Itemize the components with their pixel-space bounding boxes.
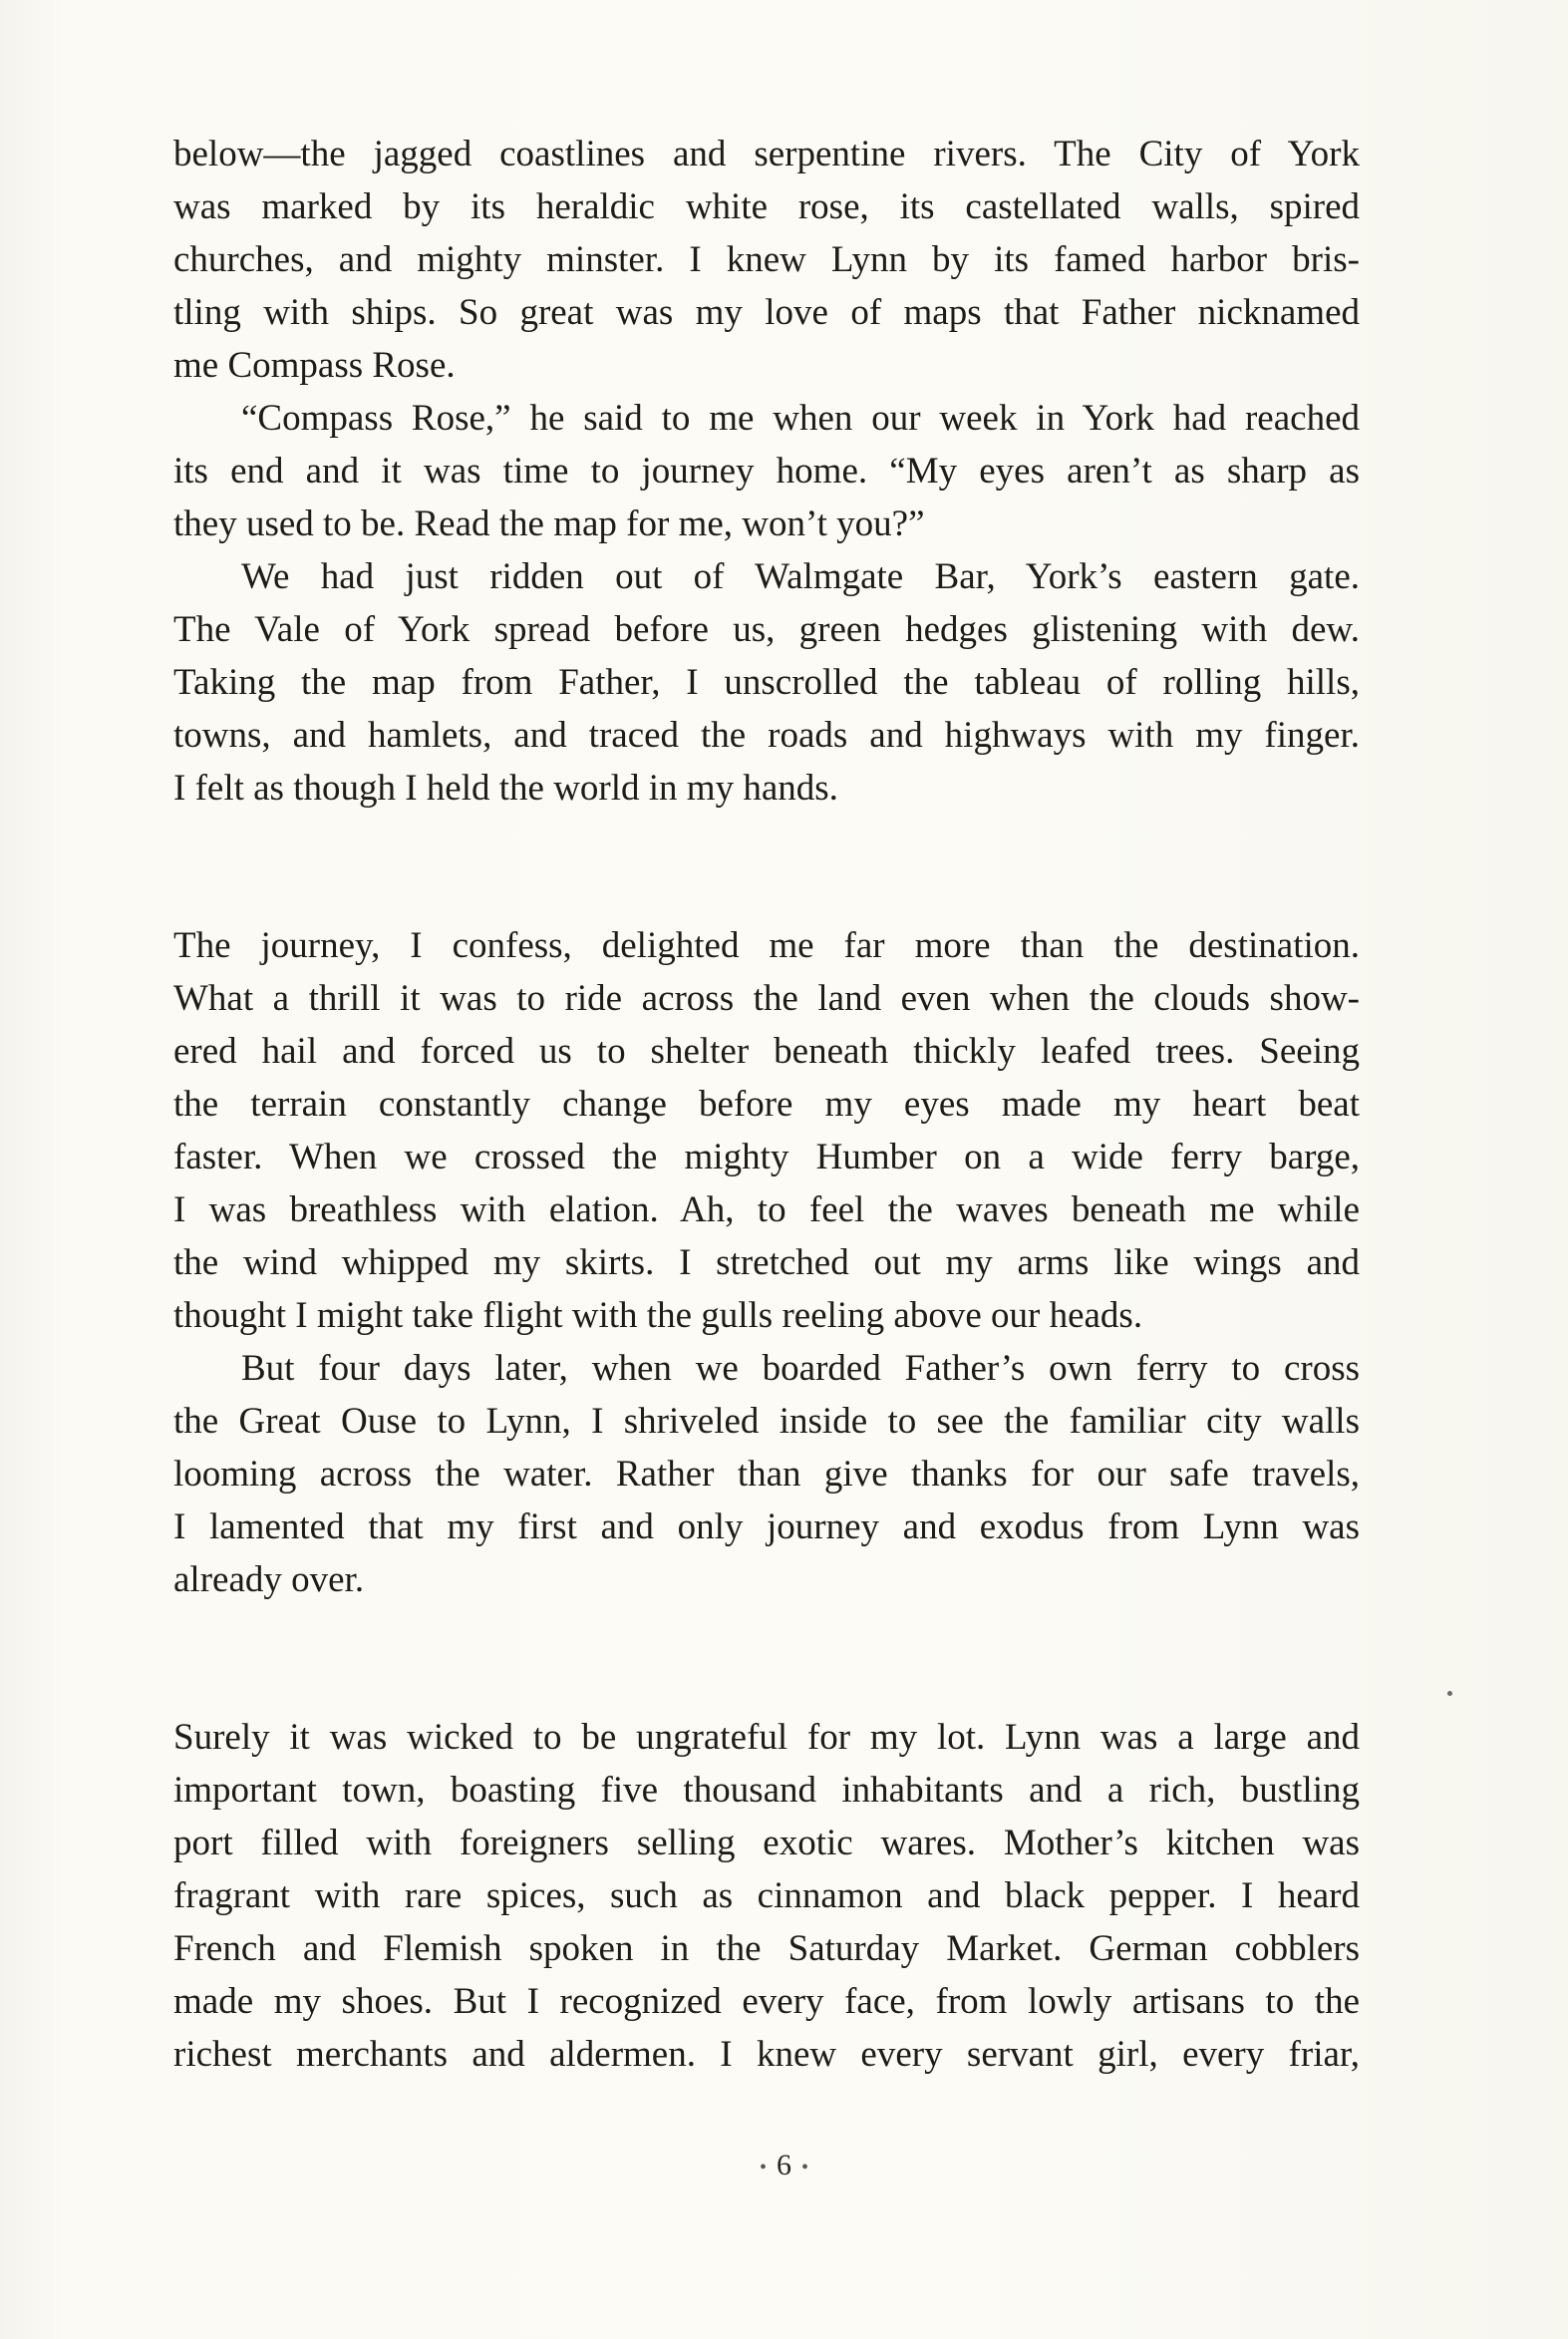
folio-dot-right: •: [801, 2157, 809, 2179]
text-line: The Vale of York spread before us, green hedges glistening with dew.: [173, 609, 1360, 650]
text-line: Taking the map from Father, I unscrolled the tableau of rolling hills,: [173, 662, 1360, 703]
text-line: towns, and hamlets, and traced the roads and highways with my finger.: [173, 715, 1360, 756]
text-line: We had just ridden out of Walmgate Bar, York’s eastern gate.: [241, 556, 1360, 597]
text-line: port filled with foreigners selling exotic wares. Mother’s kitchen was: [173, 1823, 1360, 1863]
text-line: fragrant with rare spices, such as cinnamon and black pepper. I heard: [173, 1875, 1360, 1916]
page-number: 6: [777, 2149, 791, 2181]
text-line: faster. When we crossed the mighty Humber on a wide ferry barge,: [173, 1137, 1360, 1177]
text-line: ered hail and forced us to shelter beneath thickly leafed trees. Seeing: [173, 1031, 1360, 1072]
text-line: already over.: [173, 1559, 365, 1600]
text-line: its end and it was time to journey home. “My eyes aren’t as sharp as: [173, 451, 1360, 492]
text-line: What a thrill it was to ride across the land even when the clouds show-: [173, 978, 1360, 1019]
text-line: I lamented that my first and only journey and exodus from Lynn was: [173, 1506, 1360, 1547]
text-line: below—the jagged coastlines and serpentine rivers. The City of York: [173, 134, 1360, 174]
text-line: important town, boasting five thousand inhabitants and a rich, bustling: [173, 1770, 1360, 1811]
text-line: looming across the water. Rather than give thanks for our safe travels,: [173, 1454, 1360, 1495]
text-line: The journey, I confess, delighted me far more than the destination.: [173, 925, 1360, 966]
folio-dot-left: •: [759, 2157, 767, 2179]
text-line: churches, and mighty minster. I knew Lynn by its famed harbor bris-: [173, 239, 1360, 280]
text-line: made my shoes. But I recognized every face, from lowly artisans to the: [173, 1981, 1360, 2022]
text-section-2: [173, 919, 1360, 1606]
text-line: was marked by its heraldic white rose, its castellated walls, spired: [173, 186, 1360, 227]
text-line: the Great Ouse to Lynn, I shriveled inside to see the familiar city walls: [173, 1401, 1360, 1442]
text-line: Surely it was wicked to be ungrateful for my lot. Lynn was a large and: [173, 1717, 1360, 1758]
text-line: “Compass Rose,” he said to me when our week in York had reached: [241, 398, 1360, 439]
text-section-1: [173, 128, 1360, 815]
text-line: But four days later, when we boarded Father’s own ferry to cross: [241, 1348, 1360, 1389]
scan-speck: [1447, 1691, 1452, 1696]
text-line: tling with ships. So great was my love of maps that Father nicknamed: [173, 292, 1360, 333]
text-line: they used to be. Read the map for me, won’t you?”: [173, 503, 925, 544]
text-section-3: [173, 1711, 1360, 2081]
text-line: me Compass Rose.: [173, 345, 456, 386]
text-line: thought I might take flight with the gulls reeling above our heads.: [173, 1295, 1143, 1336]
text-line: the terrain constantly change before my eyes made my heart beat: [173, 1084, 1360, 1125]
text-line: richest merchants and aldermen. I knew every servant girl, every friar,: [173, 2034, 1360, 2075]
text-line: the wind whipped my skirts. I stretched out my arms like wings and: [173, 1242, 1360, 1283]
page-number-footer: [0, 2146, 1568, 2187]
text-line: French and Flemish spoken in the Saturday Market. German cobblers: [173, 1928, 1360, 1969]
text-line: I felt as though I held the world in my hands.: [173, 768, 838, 809]
text-line: I was breathless with elation. Ah, to feel the waves beneath me while: [173, 1189, 1360, 1230]
